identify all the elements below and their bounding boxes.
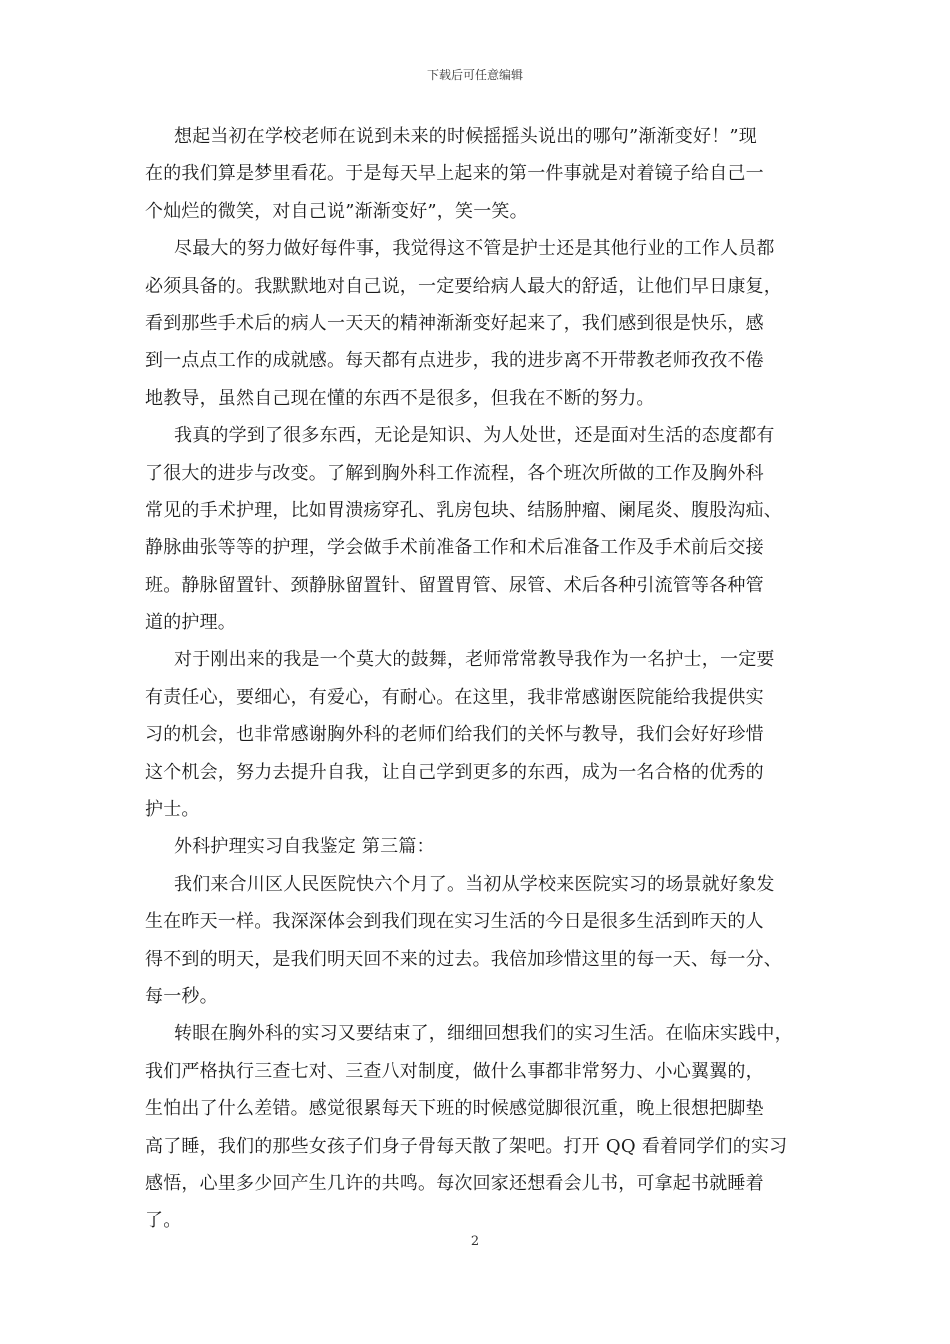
text-line: 个灿烂的微笑，对自己说”渐渐变好”，笑一笑。 — [145, 200, 528, 222]
text-line: 静脉曲张等等的护理，学会做手术前准备工作和术后准备工作及手术前后交接 — [145, 537, 764, 559]
text-line: 到一点点工作的成就感。每天都有点进步，我的进步离不开带教老师孜孜不倦 — [145, 350, 764, 372]
paragraph-first-line: 想起当初在学校老师在说到未来的时候摇摇头说出的哪句”渐渐变好！”现 — [174, 126, 758, 147]
text-line: 这个机会，努力去提升自我，让自己学到更多的东西，成为一名合格的优秀的 — [145, 761, 764, 783]
text-line: 高了睡，我们的那些女孩子们身子骨每天散了架吧。打开 QQ 看着同学们的实习 — [145, 1135, 788, 1157]
text-line: 地教导，虽然自己现在懂的东西不是很多，但我在不断的努力。 — [145, 387, 655, 409]
text-line: 班。静脉留置针、颈静脉留置针、留置胃管、尿管、术后各种引流管等各种管 — [145, 574, 764, 596]
text-line: 常见的手术护理，比如胃溃疡穿孔、乳房包块、结肠肿瘤、阑尾炎、腹股沟疝、 — [145, 499, 782, 521]
text-line: 了。 — [145, 1210, 182, 1232]
text-line: 有责任心，要细心，有爱心，有耐心。在这里，我非常感谢医院能给我提供实 — [145, 686, 764, 708]
page-number: 2 — [470, 1234, 480, 1249]
text-line: 在的我们算是梦里看花。于是每天早上起来的第一件事就是对着镜子给自己一 — [145, 163, 764, 185]
text-line: 看到那些手术后的病人一天天的精神渐渐变好起来了，我们感到很是快乐，感 — [145, 312, 764, 334]
text-line: 我们严格执行三查七对、三查八对制度，做什么事都非常努力、小心翼翼的， — [145, 1060, 764, 1082]
text-line: 生在昨天一样。我深深体会到我们现在实习生活的今日是很多生活到昨天的人 — [145, 911, 764, 933]
paragraph-first-line: 对于刚出来的我是一个莫大的鼓舞，老师常常教导我作为一名护士，一定要 — [174, 649, 775, 671]
document-body — [145, 118, 813, 1240]
text-line: 护士。 — [145, 799, 200, 821]
text-line: 每一秒。 — [145, 985, 218, 1007]
page-header: 下载后可任意编辑 — [426, 68, 523, 82]
paragraph-first-line: 尽最大的努力做好每件事，我觉得这不管是护士还是其他行业的工作人员都 — [174, 238, 775, 260]
text-line: 道的护理。 — [145, 612, 236, 634]
paragraph-first-line: 转眼在胸外科的实习又要结束了，细细回想我们的实习生活。在临床实践中， — [174, 1023, 793, 1045]
text-line: 感悟，心里多少回产生几许的共鸣。每次回家还想看会儿书，可拿起书就睡着 — [145, 1172, 764, 1194]
paragraph-first-line: 外科护理实习自我鉴定 第三篇： — [174, 836, 435, 858]
text-line: 了很大的进步与改变。了解到胸外科工作流程，各个班次所做的工作及胸外科 — [145, 462, 764, 484]
paragraph-first-line: 我真的学到了很多东西，无论是知识、为人处世，还是面对生活的态度都有 — [174, 425, 775, 447]
paragraph-first-line: 我们来合川区人民医院快六个月了。当初从学校来医院实习的场景就好象发 — [174, 873, 775, 895]
text-line: 必须具备的。我默默地对自己说，一定要给病人最大的舒适，让他们早日康复， — [145, 275, 782, 297]
text-line: 生怕出了什么差错。感觉很累每天下班的时候感觉脚很沉重，晚上很想把脚垫 — [145, 1098, 764, 1120]
text-line: 习的机会，也非常感谢胸外科的老师们给我们的关怀与教导，我们会好好珍惜 — [145, 724, 764, 746]
text-line: 得不到的明天，是我们明天回不来的过去。我倍加珍惜这里的每一天、每一分、 — [145, 948, 782, 970]
